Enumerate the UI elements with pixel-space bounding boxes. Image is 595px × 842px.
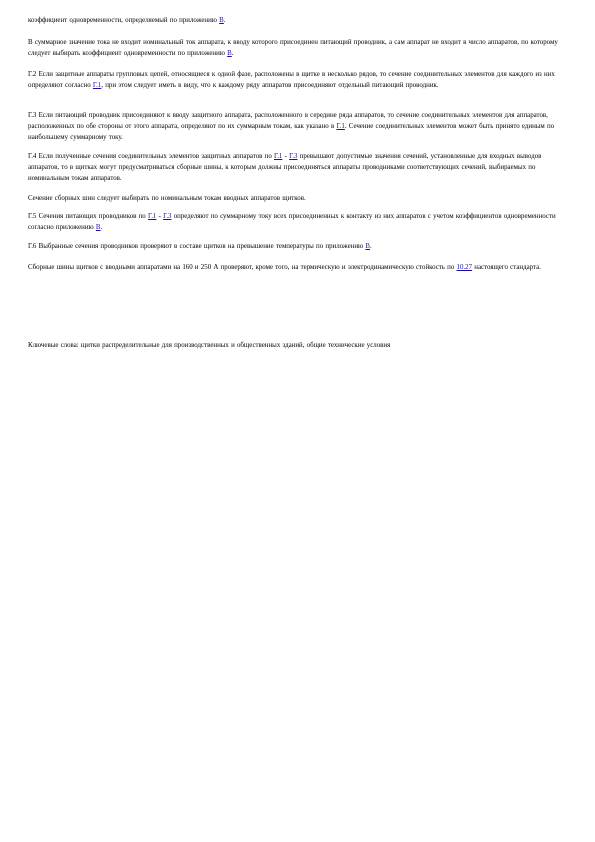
link-appendix-v[interactable]: В <box>95 224 101 231</box>
link-g1[interactable]: Г.1 <box>147 213 157 220</box>
link-appendix-v[interactable]: В <box>365 243 371 250</box>
paragraph-busbars: Сечение сборных шин следует выбирать по номинальным токам вводных аппаратов щитков. <box>28 195 306 202</box>
link-g1[interactable]: Г.1 <box>92 82 102 89</box>
link-g3[interactable]: Г.3 <box>163 213 172 220</box>
paragraph-g4: Г.4 Если полученные сечения соединительных элементов защитных аппаратов по Г.1 - Г.3 превышают допустимые значения сечений, установленные для входных выводов аппаратов, то в щитках могут предусматриваться сборные шины, к которым должны присоединяться аппараты проводниками соответствующих сечений, выбираемых по номинальным токам аппаратов. <box>28 153 542 182</box>
link-g3[interactable]: Г.3 <box>289 153 298 160</box>
link-appendix-v[interactable]: В <box>227 50 232 57</box>
link-g1[interactable]: Г.1 <box>336 123 345 130</box>
paragraph-g2: Г.2 Если защитные аппараты групповых цепей, относящиеся к одной фазе, расположены в щитке в несколько рядов, то сечение соединительных элементов для каждого из них определяют согласно Г.1, при этом следует иметь в виду, что к каждому ряду аппаратов присоединяют отдельный питающий проводник. <box>28 71 555 89</box>
keywords-line: Ключевые слова: щитки распределительные для производственных и общественных зданий, общие технические условия <box>28 342 391 349</box>
paragraph-continuation: коэффициент одновременности, определяемый по приложению В. <box>28 17 226 24</box>
link-appendix-v[interactable]: В <box>219 17 224 24</box>
link-g1[interactable]: Г.1 <box>274 153 283 160</box>
paragraph-g3: Г.3 Если питающий проводник присоединяют к вводу защитного аппарата, расположенного в середине ряда аппаратов, то сечение соединительных элементов для аппаратов, расположенных по обе стороны от этого аппарата, определяют по их суммарным токам, как указано в Г.1. Сечение соединительных элементов может быть принято единым по наибольшему суммарному току. <box>28 112 555 141</box>
paragraph-total-current: В суммарное значение тока не входит номинальный ток аппарата, к вводу которого присоединен питающий проводник, а сам аппарат не входит в число аппаратов, по которому следует выбирать коэффициент одновременности по приложению В. <box>28 39 558 57</box>
paragraph-stability: Сборные шины щитков с вводными аппаратами на 160 и 250 А проверяют, кроме того, на термическую и электродинамическую стойкость по 10.27 настоящего стандарта. <box>28 264 541 271</box>
paragraph-g5: Г.5 Сечения питающих проводников по Г.1 - Г.3 определяют по суммарному току всех присоединенных к контакту из них аппаратов с учетом коэффициентов одновременности согласно приложению В. <box>28 213 556 231</box>
link-clause-10-27[interactable]: 10.27 <box>456 264 473 271</box>
paragraph-g6: Г.6 Выбранные сечения проводников проверяют в составе щитков на превышение температуры по приложению В. <box>28 243 372 250</box>
